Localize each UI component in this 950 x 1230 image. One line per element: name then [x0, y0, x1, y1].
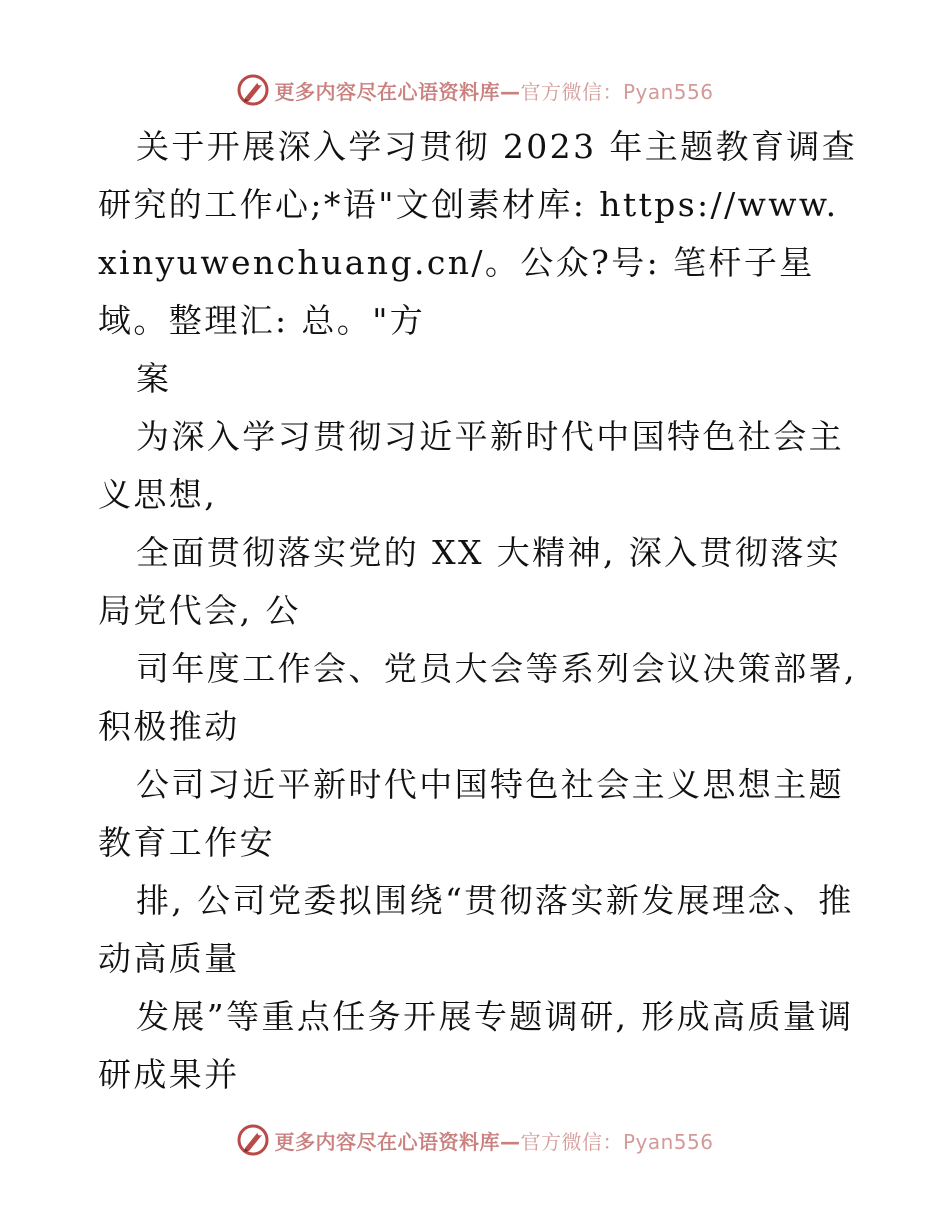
paragraph-7: 排, 公司党委拟围绕“贯彻落实新发展理念、推动高质量 [98, 881, 854, 978]
paragraph-1: 关于开展深入学习贯彻 2023 年主题教育调查研究的工作心;*语"文创素材库: https://www.xinyuwenchuang.cn/。公众?号: 笔杆子星域。整理汇: 总。"方 [98, 127, 858, 340]
paragraph-2: 案 [136, 359, 172, 398]
header-watermark-banner [0, 70, 950, 110]
paragraph-4: 全面贯彻落实党的 XX 大精神, 深入贯彻落实局党代会, 公 [98, 533, 842, 630]
banner-title: 更多内容尽在心语资料库 [274, 79, 500, 104]
banner-separator: — [499, 79, 521, 104]
banner-wechat: 官方微信：Pyan556 [520, 79, 714, 104]
paragraph-3: 为深入学习贯彻习近平新时代中国特色社会主义思想, [98, 417, 844, 514]
paragraph-6: 公司习近平新时代中国特色社会主义思想主题教育工作安 [98, 765, 844, 862]
paragraph-5: 司年度工作会、党员大会等系列会议决策部署,积极推动 [98, 649, 857, 746]
pen-logo-icon [236, 73, 270, 107]
footer-watermark-banner [0, 1120, 950, 1160]
banner-separator: — [499, 1129, 521, 1154]
pen-logo-icon [236, 1123, 270, 1157]
document-body [98, 118, 858, 1104]
banner-wechat: 官方微信：Pyan556 [520, 1129, 714, 1154]
banner-title: 更多内容尽在心语资料库 [274, 1129, 500, 1154]
paragraph-8: 发展”等重点任务开展专题调研, 形成高质量调研成果并 [98, 997, 854, 1094]
